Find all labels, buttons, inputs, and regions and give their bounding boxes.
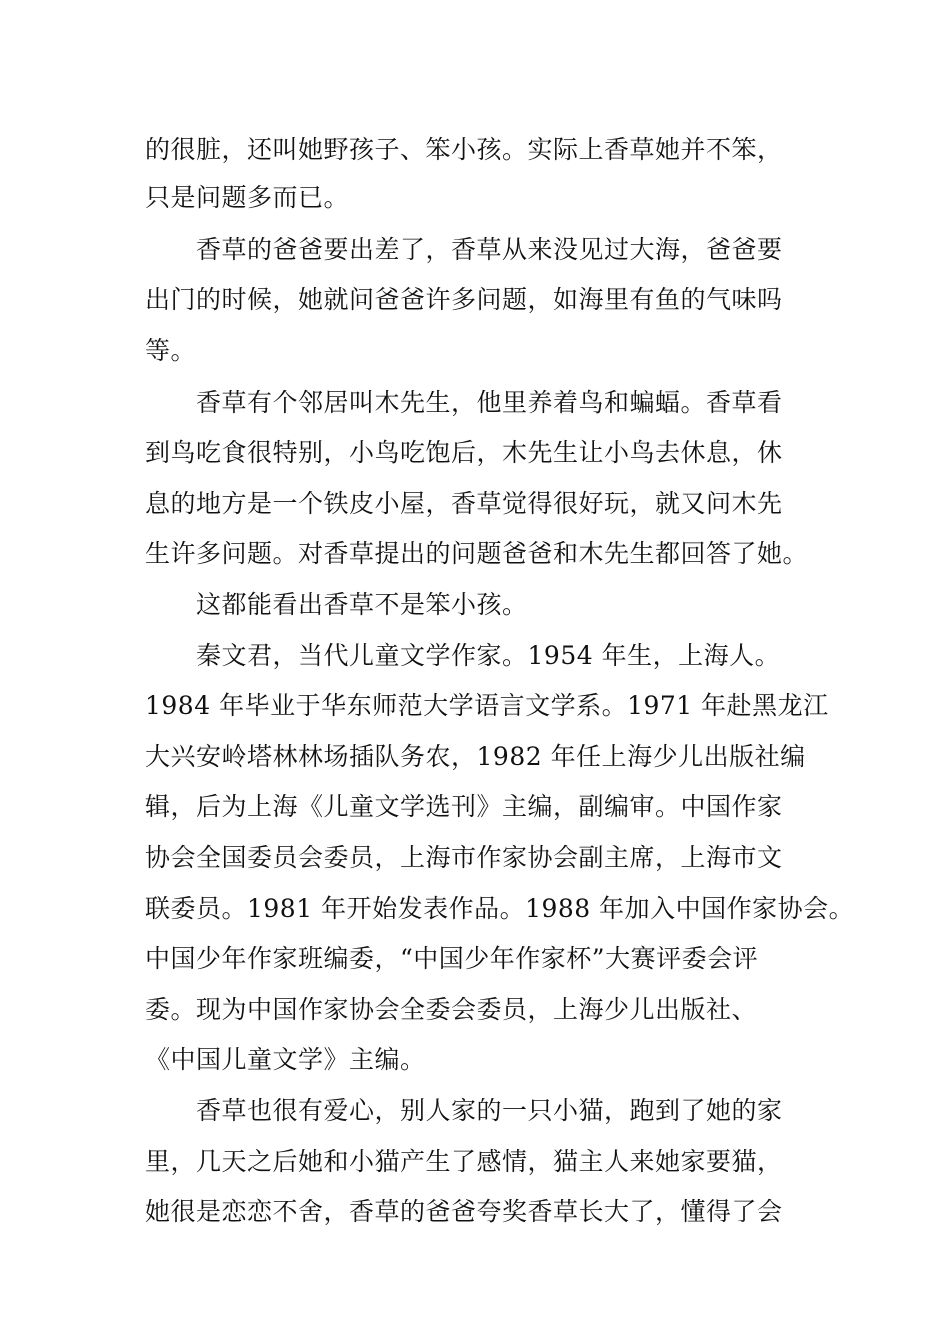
text-line: 1984 年毕业于华东师范大学语言文学系。1971 年赴黑龙江 [145,691,829,720]
paragraph-first-line: 香草有个邻居叫木先生，他里养着鸟和蝙蝠。香草看 [196,388,783,417]
text-line: 等。 [145,336,197,365]
text-line: 生许多问题。对香草提出的问题爸爸和木先生都回答了她。 [145,539,809,568]
text-line: 的很脏，还叫她野孩子、笨小孩。实际上香草她并不笨， [145,135,783,164]
text-line: 她很是恋恋不舍，香草的爸爸夸奖香草长大了，懂得了会 [145,1197,783,1226]
text-line: 大兴安岭塔林林场插队务农，1982 年任上海少儿出版社编 [145,742,806,771]
text-line: 出门的时候，她就问爸爸许多问题，如海里有鱼的气味吗 [145,285,783,314]
text-line: 里，几天之后她和小猫产生了感情，猫主人来她家要猫， [145,1147,783,1176]
text-line: 只是问题多而已。 [145,183,350,212]
text-line: 协会全国委员会委员，上海市作家协会副主席，上海市文 [145,843,783,872]
text-line: 到鸟吃食很特别，小鸟吃饱后，木先生让小鸟去休息，休 [145,438,783,467]
text-line: 联委员。1981 年开始发表作品。1988 年加入中国作家协会。 [145,894,855,923]
text-line: 辑，后为上海《儿童文学选刊》主编，副编审。中国作家 [145,792,783,821]
paragraph-first-line: 香草的爸爸要出差了，香草从来没见过大海，爸爸要 [196,235,783,264]
text-line: 《中国儿童文学》主编。 [145,1045,426,1074]
text-line: 中国少年作家班编委，“中国少年作家杯”大赛评委会评 [145,944,759,973]
text-line: 息的地方是一个铁皮小屋，香草觉得很好玩，就又问木先 [145,489,783,518]
paragraph-first-line: 香草也很有爱心，别人家的一只小猫，跑到了她的家 [196,1096,783,1125]
paragraph-first-line: 秦文君，当代儿童文学作家。1954 年生，上海人。 [196,641,781,670]
text-line: 委。现为中国作家协会全委会委员，上海少儿出版社、 [145,995,758,1024]
paragraph-first-line: 这都能看出香草不是笨小孩。 [196,590,528,619]
